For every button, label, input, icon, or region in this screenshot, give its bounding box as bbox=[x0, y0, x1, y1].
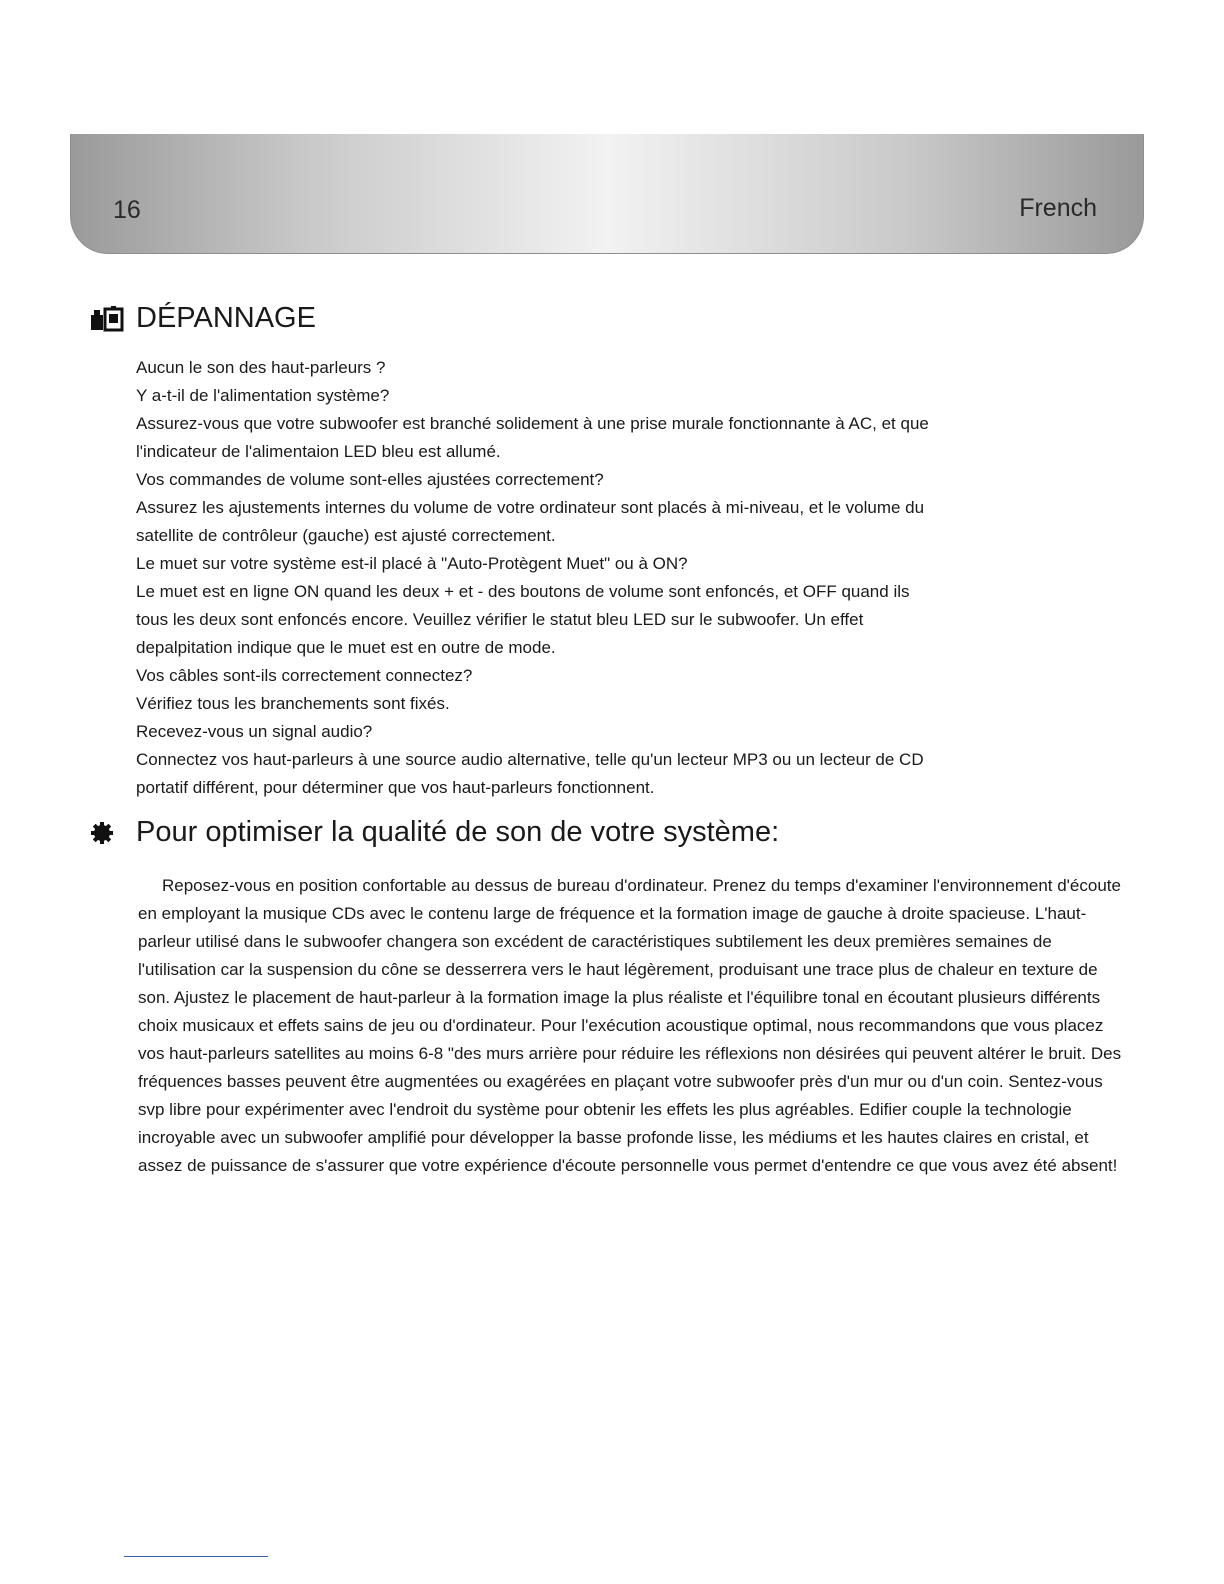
page-header-band bbox=[70, 134, 1144, 254]
text-line: Le muet est en ligne ON quand les deux + et - des boutons de volume sont enfoncés, et OFF quand ils bbox=[136, 582, 910, 601]
text-line: Connectez vos haut-parleurs à une source audio alternative, telle qu'un lecteur MP3 ou un lecteur de CD bbox=[136, 750, 924, 769]
text-line: Vos commandes de volume sont-elles ajustées correctement? bbox=[136, 470, 604, 489]
page-number: 16 bbox=[113, 196, 141, 224]
gear-icon bbox=[90, 818, 124, 848]
text-line: portatif différent, pour déterminer que vos haut-parleurs fonctionnent. bbox=[136, 778, 655, 797]
text-line: satellite de contrôleur (gauche) est ajusté correctement. bbox=[136, 526, 556, 545]
text-line: Aucun le son des haut-parleurs ? bbox=[136, 358, 386, 377]
text-line: l'indicateur de l'alimentaion LED bleu est allumé. bbox=[136, 442, 501, 461]
text-line: tous les deux sont enfoncés encore. Veuillez vérifier le statut bleu LED sur le subwoofer. Un effet bbox=[136, 610, 864, 629]
text-line: Assurez les ajustements internes du volume de votre ordinateur sont placés à mi-niveau, et le volume du bbox=[136, 498, 925, 517]
language-label: French bbox=[1019, 194, 1097, 222]
text-line: Recevez-vous un signal audio? bbox=[136, 722, 373, 741]
footer-rule bbox=[124, 1556, 268, 1557]
text-line: depalpitation indique que le muet est en outre de mode. bbox=[136, 638, 556, 657]
text-line: Assurez-vous que votre subwoofer est branché solidement à une prise murale fonctionnante à AC, et que bbox=[136, 414, 929, 433]
troubleshooting-title: DÉPANNAGE bbox=[136, 302, 316, 334]
optimization-title: Pour optimiser la qualité de son de votre système: bbox=[136, 816, 780, 848]
text-line: Le muet sur votre système est-il placé à "Auto-Protègent Muet" ou à ON? bbox=[136, 554, 688, 573]
text-line: Vos câbles sont-ils correctement connectez? bbox=[136, 666, 473, 685]
troubleshooting-heading bbox=[90, 302, 316, 335]
optimization-paragraph: Reposez-vous en position confortable au dessus de bureau d'ordinateur. Prenez du temps d'examiner l'environnement d'écoute en employant la musique CDs avec le contenu large de fréquence et la formation image de gauche à droite spacieuse. L'haut-parleur utilisé dans le subwoofer changera son excédent de caractéristiques subtilement les deux premières semaines de l'utilisation car la suspension du cône se desserrera vers le haut légèrement, produisant une trace plus de chaleur en texture de son. Ajustez le placement de haut-parleur à la formation image la plus réaliste et l'équilibre tonal en écoutant plusieurs différents choix musicaux et effets sains de jeu ou d'ordinateur. Pour l'exécution acoustique optimal, nous recommandons que vous placez vos haut-parleurs satellites au moins 6-8 "des murs arrière pour réduire les réflexions non désirées qui peuvent altérer le bruit. Des fréquences basses peuvent être augmentées ou exagérées en plaçant votre subwoofer près d'un mur ou d'un coin. Sentez-vous svp libre pour expérimenter avec l'endroit du système pour obtenir les effets les plus agréables. Edifier couple la technologie incroyable avec un subwoofer amplifié pour développer la basse profonde lisse, les médiums et les hautes claires en cristal, et assez de puissance de s'assurer que votre expérience d'écoute personnelle vous permet d'entendre ce que vous avez été absent! bbox=[138, 876, 1122, 1175]
toolbox-icon bbox=[90, 304, 124, 334]
optimization-heading bbox=[90, 816, 779, 849]
troubleshooting-text bbox=[136, 354, 1096, 802]
text-line: Vérifiez tous les branchements sont fixés. bbox=[136, 694, 450, 713]
text-line: Y a-t-il de l'alimentation système? bbox=[136, 386, 390, 405]
